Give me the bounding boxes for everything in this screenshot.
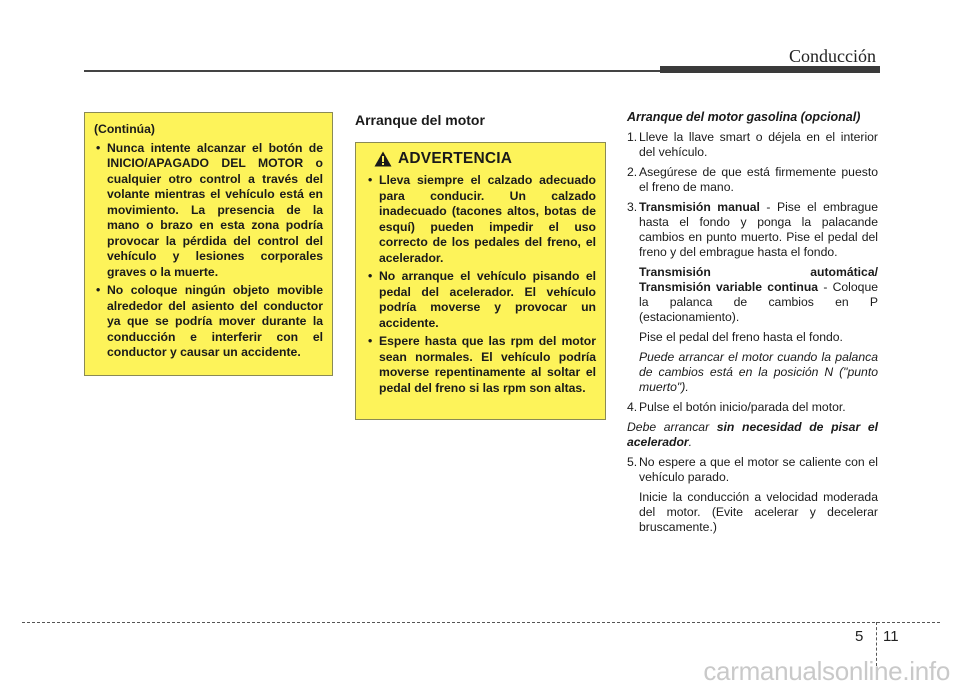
note-emphasis: sin necesidad de pisar el acelerador (627, 420, 878, 449)
list-item: • Lleva siempre el calzado adecuado para conducir. Un calzado inadecuado (tacones altos, botas de esquí) pueden impedir el uso correcto de los pedales del freno, el acelerador. (366, 173, 596, 266)
step-number: 4. (627, 400, 638, 414)
step-number: 1. (627, 130, 638, 144)
step-number: 3. (627, 200, 638, 214)
step-text: Lleve la llave smart o déjela en el interior del vehículo. (639, 130, 878, 159)
step-label: Transmisión manual (639, 200, 760, 214)
warning-header (366, 151, 596, 167)
step-text: Pulse el botón inicio/parada del motor. (639, 400, 846, 414)
step-4 (627, 400, 878, 415)
warning-icon (374, 151, 392, 167)
list-item: • Espere hasta que las rpm del motor sean normales. El vehículo podría moverse repentinamente al soltar el pedal del freno si las rpm son altas. (366, 334, 596, 396)
footer-rule (22, 622, 940, 623)
page-number: 11 (883, 628, 899, 645)
warning-heading: ADVERTENCIA (398, 150, 513, 168)
step-label: Transmisión variable continua (639, 280, 819, 294)
step-text: No espere a que el motor se caliente con el vehículo parado. (639, 455, 878, 484)
step-text: - Pise el embrague hasta el fondo y ponga la palacande cambios en punto muerto. Pise el pedal del freno y del embrague hasta el fondo. (639, 200, 878, 259)
header-rule (84, 70, 660, 72)
list-item: • No coloque ningún objeto movible alrededor del asiento del conductor ya que se podría mover durante la conducción e interferir con el conductor y causar un accidente. (94, 283, 323, 361)
must-start-note (627, 420, 878, 450)
neutral-note: Puede arrancar el motor cuando la palanca de cambios está en la posición N ("punto muerto"). (639, 350, 878, 394)
note-text: Debe arrancar (627, 420, 717, 434)
step-3 (627, 200, 878, 260)
brake-paragraph: Pise el pedal del freno hasta el fondo. (639, 330, 843, 344)
step-number: 5. (627, 455, 638, 469)
automatic-transmission-paragraph (627, 265, 878, 325)
continued-warning-list (94, 141, 323, 361)
step-5 (627, 455, 878, 485)
procedure-subtitle: Arranque del motor gasolina (opcional) (627, 110, 861, 124)
watermark: carmanualsonline.info (703, 656, 950, 686)
page-heading: Arranque del motor (355, 112, 485, 128)
continued-warning-box (84, 112, 333, 376)
note-end: . (688, 435, 693, 449)
list-item: • No arranque el vehículo pisando el pedal del acelerador. El vehículo podría moverse y provocar un accidente. (366, 269, 596, 331)
section-title: Conducción (789, 46, 876, 66)
warning-list (366, 173, 596, 396)
step-1 (627, 130, 878, 160)
step-text: Asegúrese de que está firmemente puesto el freno de mano. (639, 165, 878, 194)
header-rule-accent (660, 66, 880, 73)
procedure-column (627, 110, 878, 540)
continued-label: (Continúa) (94, 122, 155, 136)
step-text: - Coloque la palanca de cambios en P (estacionamiento). (639, 280, 878, 324)
step-number: 2. (627, 165, 638, 179)
step-label: Transmisión automática/ (639, 265, 878, 279)
warning-box (355, 142, 606, 420)
chapter-number: 5 (855, 628, 864, 645)
step-2 (627, 165, 878, 195)
drive-paragraph: Inicie la conducción a velocidad moderada del motor. (Evite acelerar y decelerar bruscamente.) (639, 490, 878, 534)
list-item: • Nunca intente alcanzar el botón de INICIO/APAGADO DEL MOTOR o cualquier otro control a través del volante mientras el vehículo está en movimiento. La presencia de la mano o brazo en esta zona podría provocar la pérdida del control del vehículo y lesiones corporales graves o la muerte. (94, 141, 323, 281)
